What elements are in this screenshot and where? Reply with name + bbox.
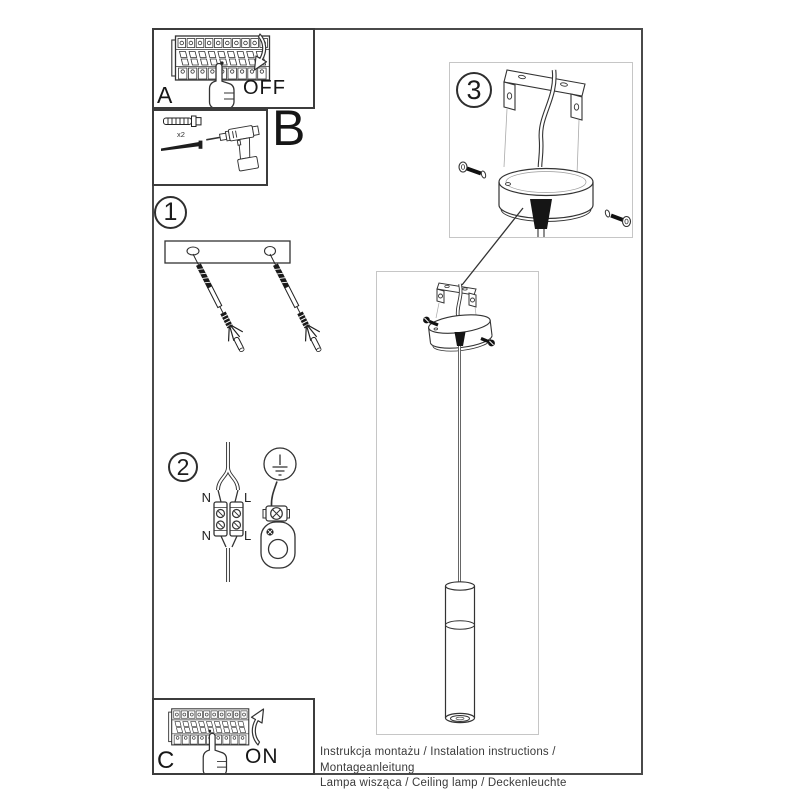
- canopy-screw-left: [459, 162, 487, 179]
- cord-grip: [530, 199, 552, 237]
- quantity-label: x2: [177, 130, 185, 139]
- ceiling-bracket-small: [437, 283, 476, 307]
- drill-icon: [205, 124, 265, 175]
- mains-cable-top: [218, 442, 238, 502]
- curved-arrow-up-icon: [252, 709, 264, 745]
- lamp-tube: [446, 582, 475, 723]
- ground-terminal: [261, 482, 295, 569]
- screw-anchor-assembly-right: [263, 250, 328, 355]
- power-on-label: ON: [245, 745, 279, 768]
- breaker-panel-icon: [169, 709, 249, 745]
- wire-label-n-top: N: [201, 490, 211, 505]
- step-2-number: 2: [176, 453, 190, 480]
- wire-label-l-bottom: L: [244, 528, 252, 543]
- wiring-diagram: [165, 440, 305, 585]
- step-b-label: B: [272, 100, 306, 156]
- lamp-cable-bottom: [221, 536, 237, 582]
- step-a-label: A: [157, 82, 173, 108]
- screw-icon: [161, 141, 202, 151]
- pendant-lamp-panel: [376, 271, 539, 735]
- earth-symbol-icon: [264, 448, 296, 480]
- product-name: Lampa wisząca / Ceiling lamp / Deckenleuchte: [320, 777, 567, 789]
- step-1-number: 1: [163, 198, 178, 226]
- wall-plug-icon: [164, 116, 202, 127]
- step-c-box: [152, 698, 315, 775]
- canopy-screw-right: [604, 209, 630, 226]
- instructions-title: Instrukcja montażu / Instalation instructions / Montageanleitung: [320, 746, 556, 774]
- wire-label-l-top: L: [244, 490, 252, 505]
- cord-grip-small: [455, 332, 466, 346]
- step-c-label: C: [157, 747, 175, 774]
- step-a-box: [152, 28, 315, 109]
- tools-drawing: [154, 111, 266, 184]
- terminal-block: [214, 502, 243, 536]
- mounting-strip: [165, 241, 290, 263]
- power-off-label: OFF: [243, 77, 286, 99]
- step-3-number: 3: [466, 74, 482, 105]
- drilling-template-drawing: [160, 238, 330, 370]
- wire-label-n-bottom: N: [201, 528, 211, 543]
- breaker-panel-on-drawing: [154, 700, 313, 773]
- screw-anchor-assembly-left: [186, 250, 251, 355]
- breaker-panel-off-drawing: [154, 30, 313, 107]
- step-1-badge: [154, 196, 187, 229]
- step-3-badge: [456, 72, 492, 108]
- pendant-lamp-drawing: [377, 272, 538, 734]
- footer-text: [320, 745, 640, 792]
- step-b-box: [152, 109, 268, 186]
